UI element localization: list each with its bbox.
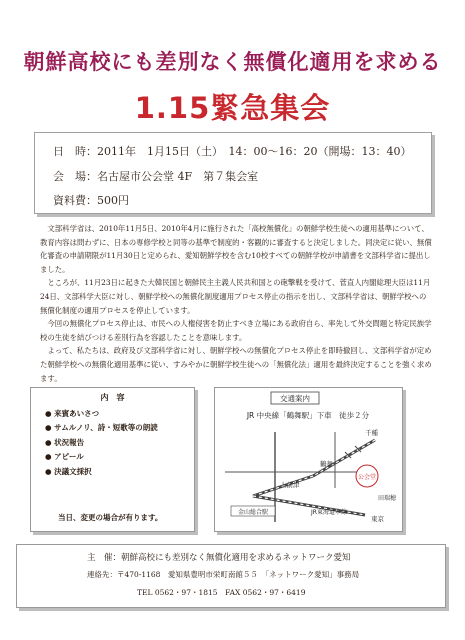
statement-paragraph: 今回の無償化プロセス停止は、市民への人権侵害を防止すべき立場にある政府自ら、率先して外交問題と特定民族学校の生徒を結びつける差別行為を容認したことを意味します。 — [40, 319, 432, 342]
kamimaezu-label: 上前津 — [280, 481, 300, 489]
access-title: 交通案内 — [280, 394, 310, 403]
organizer-line: 主 催：朝鮮高校にも差別なく無償化適用を求めるネットワーク愛知 — [87, 553, 351, 563]
venue-value: 名古屋市公会堂 4F 第７集会室 — [97, 170, 259, 183]
statement-body — [40, 222, 433, 385]
organizer-box — [16, 544, 446, 608]
date-row — [53, 143, 411, 159]
statement-paragraph: よって、私たちは、政府及び文部科学省に対し、朝鮮学校への無償化プロセス停止を即時撤回し、文部科学省が定めた朝鮮学校への無償化適用基準に従い、すみやかに朝鮮学校生徒への「無償化法」適用を最終決定することを強く求めます。 — [40, 346, 432, 383]
tokyo-label: 東京 — [371, 515, 384, 523]
program-item: ● 来賓あいさつ — [45, 409, 100, 418]
program-item: ● 決議文採択 — [45, 466, 92, 476]
program-list — [31, 407, 194, 479]
fee-label: 資料費： — [53, 194, 97, 207]
fee-row — [53, 192, 129, 208]
chikusa-label: 千種 — [365, 429, 378, 437]
statement-paragraph: ところが、11月23日に起きた大韓民国と朝鮮民主主義人民共和国との砲撃戦を受けて、菅直人内閣総理大臣は11月24日、文部科学大臣に対し、朝鮮学校への無償化制度適用プロセス停止の指示を出し、文部科学省は、朝鮮学校への無償化制度の適用プロセスを停止しています。 — [40, 278, 431, 315]
tamondori-label: 田瑞穂 — [378, 495, 397, 502]
statement-paragraph: 文部科学省は、2010年11月5日、2010年4月に施行された「高校無償化」の朝鮮学校生徒への適用基準について、教育内容は問わずに、日本の専修学校と同等の基準で制度的・客観的に審査すると決定しました。同決定に従い、無償化審査の申請期限が11月30日と定められ、愛知朝鮮学校を含む10校すべての朝鮮学校が申請書を文部科学省に提出しました。 — [40, 224, 432, 274]
event-title: 1.15緊急集会 — [134, 91, 331, 125]
jr-tokaido-label: JR東海道本線 — [311, 509, 347, 516]
program-note: 当日、変更の場合が有ります。 — [58, 513, 163, 522]
program-item: ● サムルノリ、詩・短歌等の朗読 — [45, 423, 158, 433]
program-box — [30, 387, 195, 532]
contact-phone: TEL 0562・97・1815 FAX 0562・97・6419 — [137, 588, 306, 597]
fee-value: 500円 — [97, 194, 129, 207]
venue-label: 会 場： — [53, 170, 97, 183]
event-info-box — [34, 132, 432, 214]
kanayama-label: 金山総合駅 — [237, 509, 269, 516]
date-value: 2011年 1月15日（土） 14：00〜16：20（開場：13：40） — [97, 145, 412, 158]
date-label: 日 時： — [53, 145, 97, 158]
tsurumai-label: 鶴舞 — [320, 460, 333, 468]
event-subtitle: 朝鮮高校にも差別なく無償化適用を求める — [23, 50, 442, 74]
program-item: ● アピール — [45, 452, 84, 462]
venue-label: 公会堂 — [357, 474, 377, 481]
venue-row — [53, 168, 258, 184]
access-map — [215, 388, 402, 531]
program-item: ● 状況報告 — [45, 437, 85, 447]
program-title: 内 容 — [100, 393, 125, 402]
access-route: JR 中央線「鶴舞駅」下車 徒歩２分 — [246, 411, 370, 420]
access-map-box — [214, 387, 403, 532]
contact-address: 連絡先：〒470-1168 愛知県豊明市栄町南館５５ 「ネットワーク愛知」事務局 — [87, 570, 360, 579]
